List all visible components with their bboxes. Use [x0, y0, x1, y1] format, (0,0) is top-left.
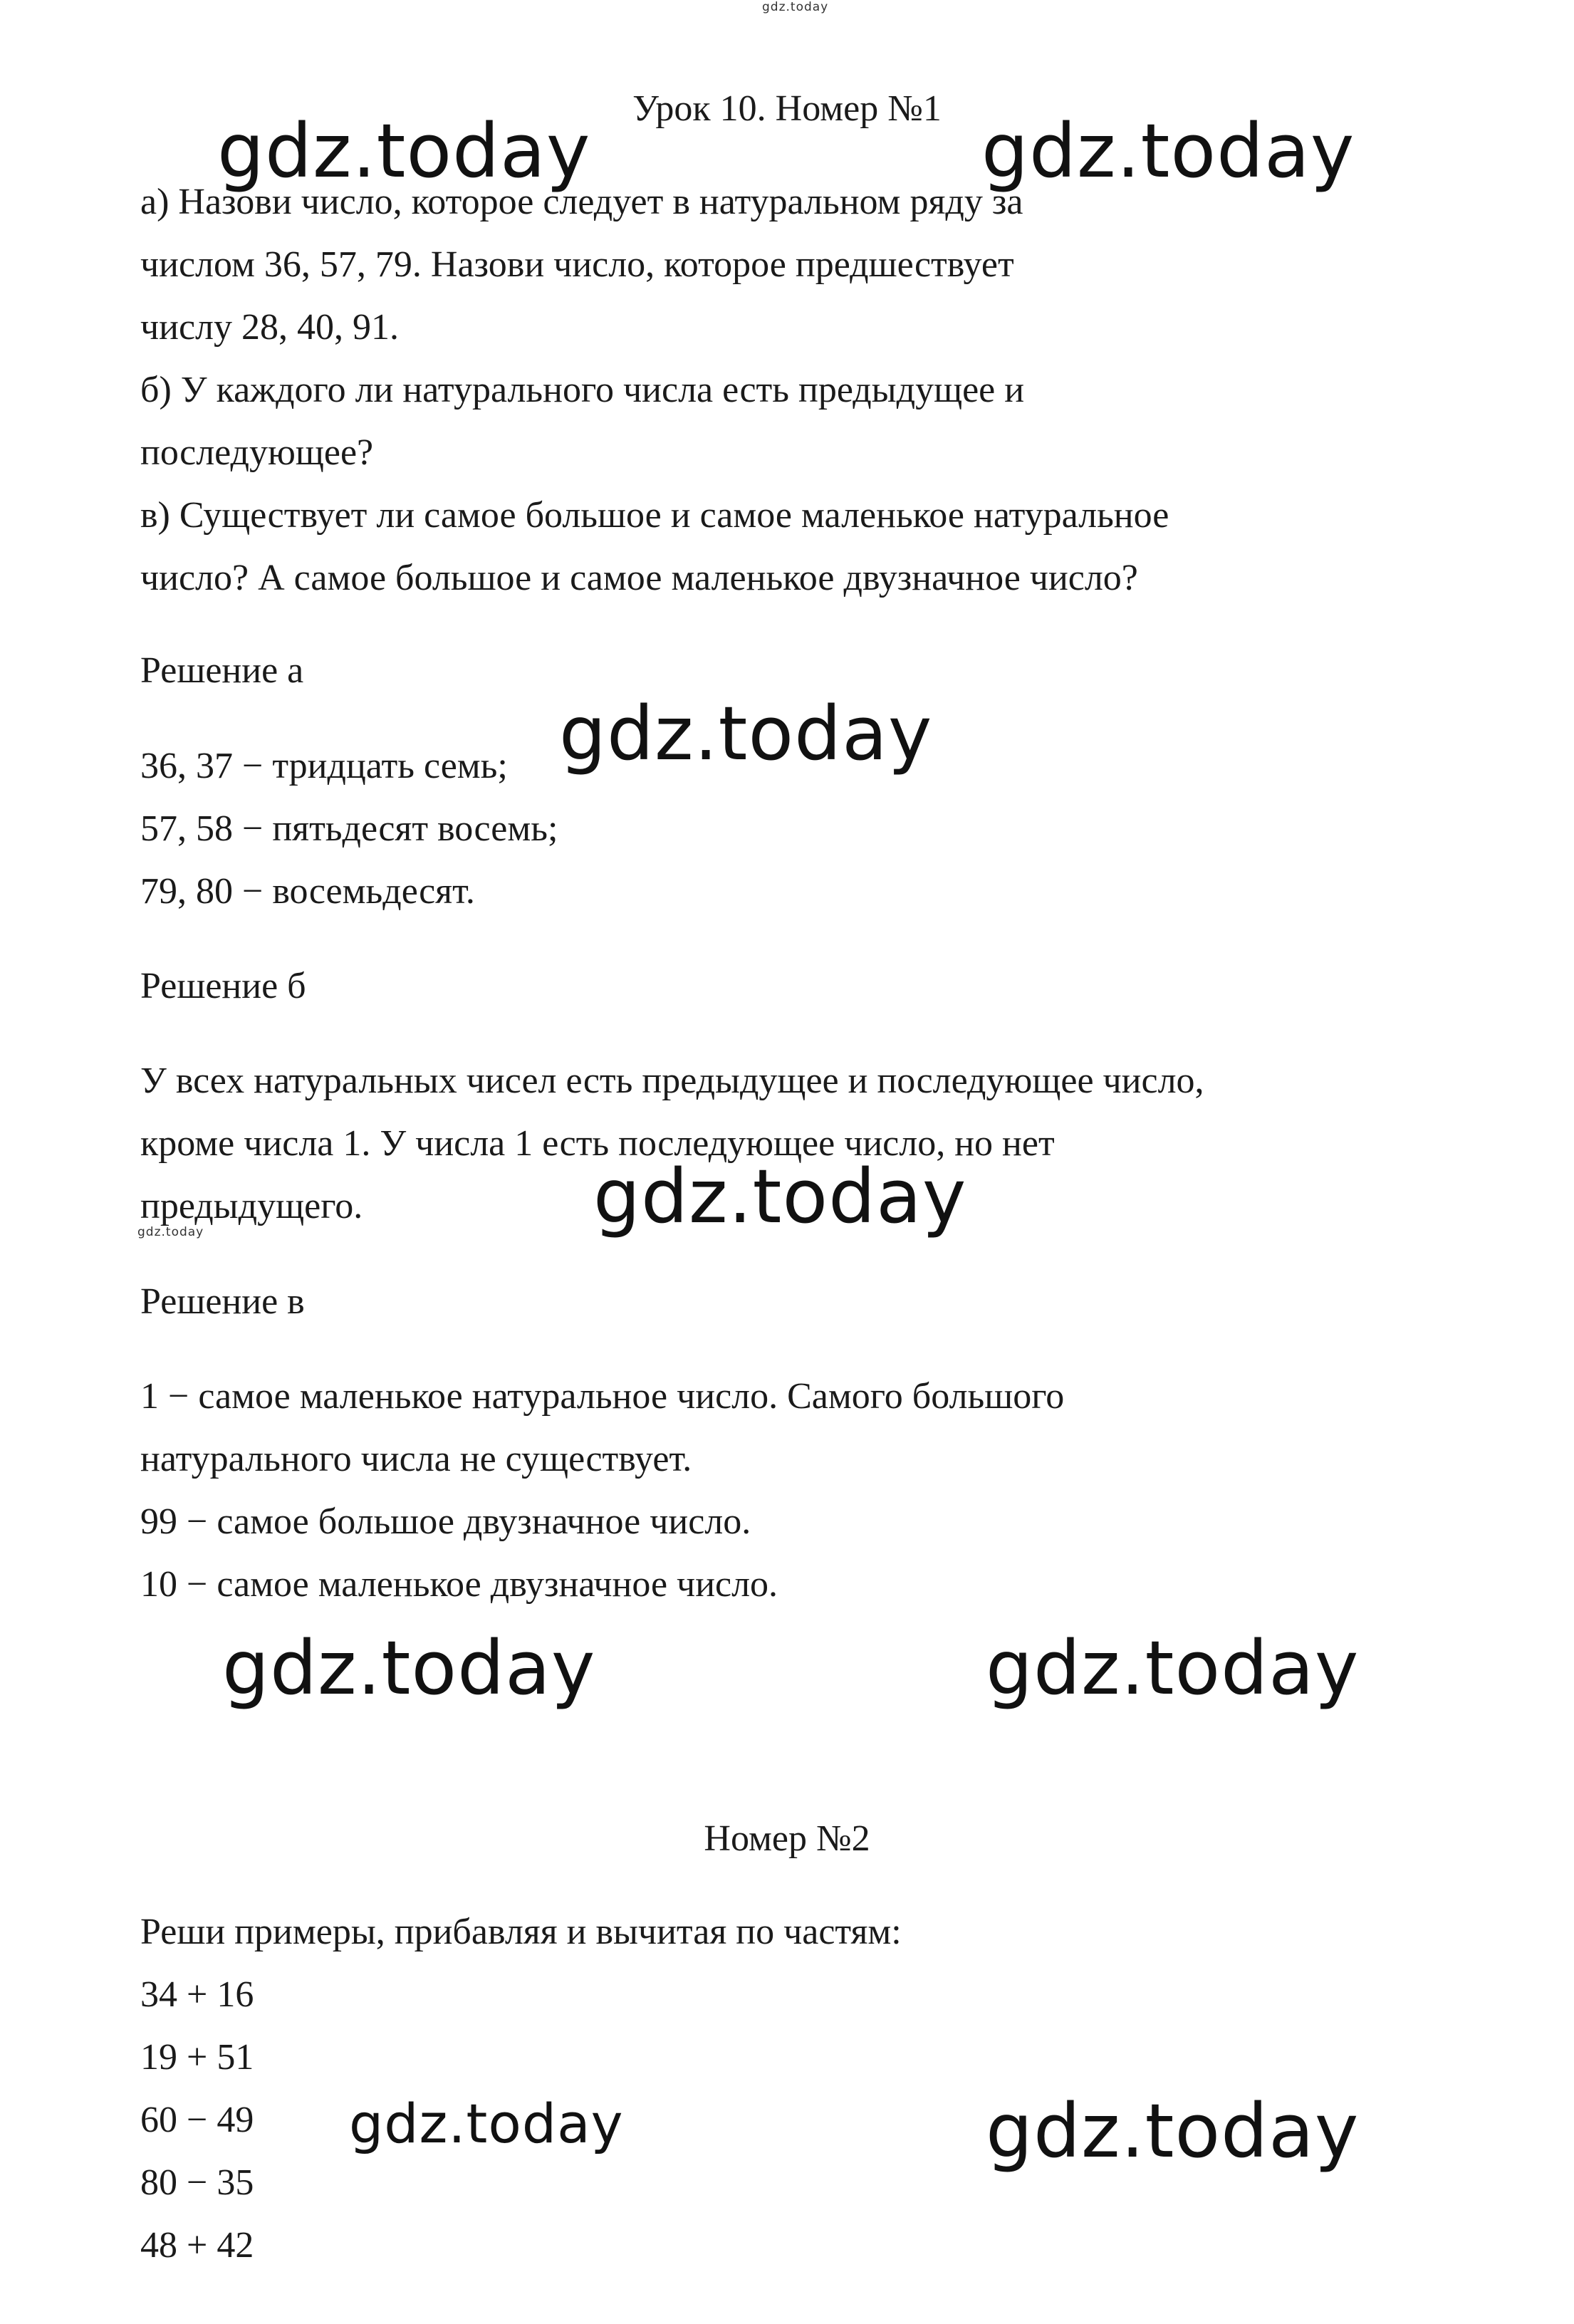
watermark-solution-b: gdz.today — [593, 1153, 967, 1240]
watermark-task2-left: gdz.today — [349, 2092, 624, 2155]
task1-line: число? А самое большое и самое маленькое двузначное число? — [140, 558, 1138, 598]
task1-line: последующее? — [140, 432, 374, 473]
solution-c-line: 10 − самое маленькое двузначное число. — [140, 1564, 778, 1605]
solution-b-line: У всех натуральных чисел есть предыдущее и последующее число, — [140, 1061, 1204, 1101]
task1-line: а) Назови число, которое следует в натуральном ряду за — [140, 182, 1023, 222]
task2-example: 60 − 49 — [140, 2100, 254, 2140]
task2-example: 19 + 51 — [140, 2037, 254, 2078]
task2-example: 80 − 35 — [140, 2162, 254, 2203]
watermark-task2-right: gdz.today — [986, 2088, 1360, 2174]
solution-b-line: кроме числа 1. У числа 1 есть последующее число, но нет — [140, 1123, 1055, 1164]
task2-title: Номер №2 — [704, 1818, 870, 1859]
solution-b-heading: Решение б — [140, 966, 306, 1006]
solution-c-heading: Решение в — [140, 1281, 305, 1322]
solution-b-line: предыдущего. — [140, 1186, 363, 1226]
task1-line: б) У каждого ли натурального числа есть предыдущее и — [140, 370, 1025, 410]
task2-example: 48 + 42 — [140, 2225, 254, 2266]
solution-c-line: 99 − самое большое двузначное число. — [140, 1501, 751, 1542]
solution-a-heading: Решение а — [140, 650, 304, 691]
watermark-top-tiny: gdz.today — [762, 0, 829, 14]
solution-c-line: 1 − самое маленькое натуральное число. Самого большого — [140, 1376, 1065, 1417]
task1-line: числом 36, 57, 79. Назови число, которое предшествует — [140, 244, 1014, 285]
page-title: Урок 10. Номер №1 — [632, 88, 942, 129]
solution-a-line: 57, 58 − пятьдесят восемь; — [140, 808, 558, 849]
solution-a-line: 36, 37 − тридцать семь; — [140, 746, 508, 786]
watermark-top-right: gdz.today — [981, 108, 1355, 194]
watermark-top-left: gdz.today — [217, 108, 591, 194]
task2-intro: Реши примеры, прибавляя и вычитая по частям: — [140, 1912, 902, 1952]
task1-line: в) Существует ли самое большое и самое маленькое натуральное — [140, 495, 1169, 536]
watermark-bottom-right: gdz.today — [986, 1625, 1360, 1711]
task2-example: 34 + 16 — [140, 1974, 254, 2015]
solution-c-line: натурального числа не существует. — [140, 1439, 692, 1479]
watermark-bottom-left: gdz.today — [222, 1625, 596, 1711]
task1-line: числу 28, 40, 91. — [140, 307, 400, 348]
watermark-solution-a: gdz.today — [559, 690, 933, 777]
solution-a-line: 79, 80 − восемьдесят. — [140, 871, 475, 912]
watermark-small-left: gdz.today — [137, 1225, 204, 1239]
